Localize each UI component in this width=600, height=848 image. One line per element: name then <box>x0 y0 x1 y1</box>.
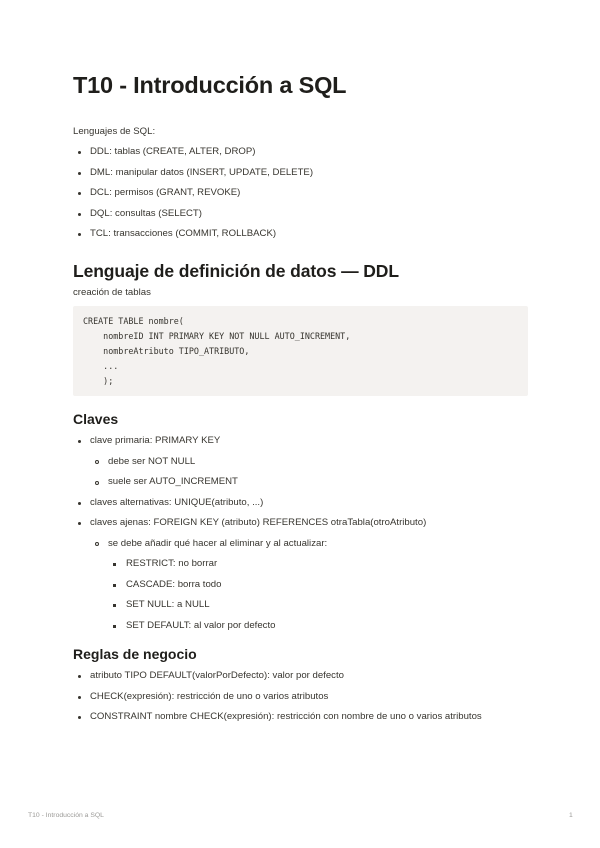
list-item: CONSTRAINT nombre CHECK(expresión): restricción con nombre de uno o varios atributos <box>73 707 482 728</box>
list-item: suele ser AUTO_INCREMENT <box>73 472 426 493</box>
code-line: nombreID INT PRIMARY KEY NOT NULL AUTO_INCREMENT, <box>83 331 351 341</box>
reglas-heading: Reglas de negocio <box>73 646 197 662</box>
code-line: CREATE TABLE nombre( <box>83 316 184 326</box>
list-item: claves ajenas: FOREIGN KEY (atributo) REFERENCES otraTabla(otroAtributo) <box>73 513 426 534</box>
ddl-heading: Lenguaje de definición de datos — DDL <box>73 261 399 281</box>
list-item: clave primaria: PRIMARY KEY <box>73 431 426 452</box>
code-line: nombreAtributo TIPO_ATRIBUTO, <box>83 346 250 356</box>
list-item: claves alternativas: UNIQUE(atributo, ...) <box>73 493 426 514</box>
list-item: DQL: consultas (SELECT) <box>73 204 313 225</box>
list-item: debe ser NOT NULL <box>73 452 426 473</box>
code-line: ); <box>83 376 114 386</box>
list-item: DML: manipular datos (INSERT, UPDATE, DELETE) <box>73 163 313 184</box>
list-item: DCL: permisos (GRANT, REVOKE) <box>73 183 313 204</box>
footer-title: T10 - Introducción a SQL <box>28 812 104 819</box>
list-item: CASCADE: borra todo <box>73 575 426 596</box>
code-block <box>73 306 528 396</box>
claves-heading: Claves <box>73 411 119 427</box>
list-item: SET DEFAULT: al valor por defecto <box>73 616 426 637</box>
claves-list <box>73 431 426 636</box>
list-item: RESTRICT: no borrar <box>73 554 426 575</box>
list-item: se debe añadir qué hacer al eliminar y al actualizar: <box>73 534 426 555</box>
intro-text: Lenguajes de SQL: <box>73 126 156 137</box>
ddl-caption: creación de tablas <box>73 287 151 298</box>
page-number: 1 <box>569 812 573 819</box>
code-line: ... <box>83 361 119 371</box>
list-item: DDL: tablas (CREATE, ALTER, DROP) <box>73 142 313 163</box>
list-item: TCL: transacciones (COMMIT, ROLLBACK) <box>73 224 313 245</box>
list-item: SET NULL: a NULL <box>73 595 426 616</box>
page-title: T10 - Introducción a SQL <box>73 72 347 98</box>
list-item: atributo TIPO DEFAULT(valorPorDefecto): valor por defecto <box>73 666 482 687</box>
reglas-list <box>73 666 482 728</box>
list-item: CHECK(expresión): restricción de uno o varios atributos <box>73 687 482 708</box>
sql-languages-list <box>73 142 313 245</box>
